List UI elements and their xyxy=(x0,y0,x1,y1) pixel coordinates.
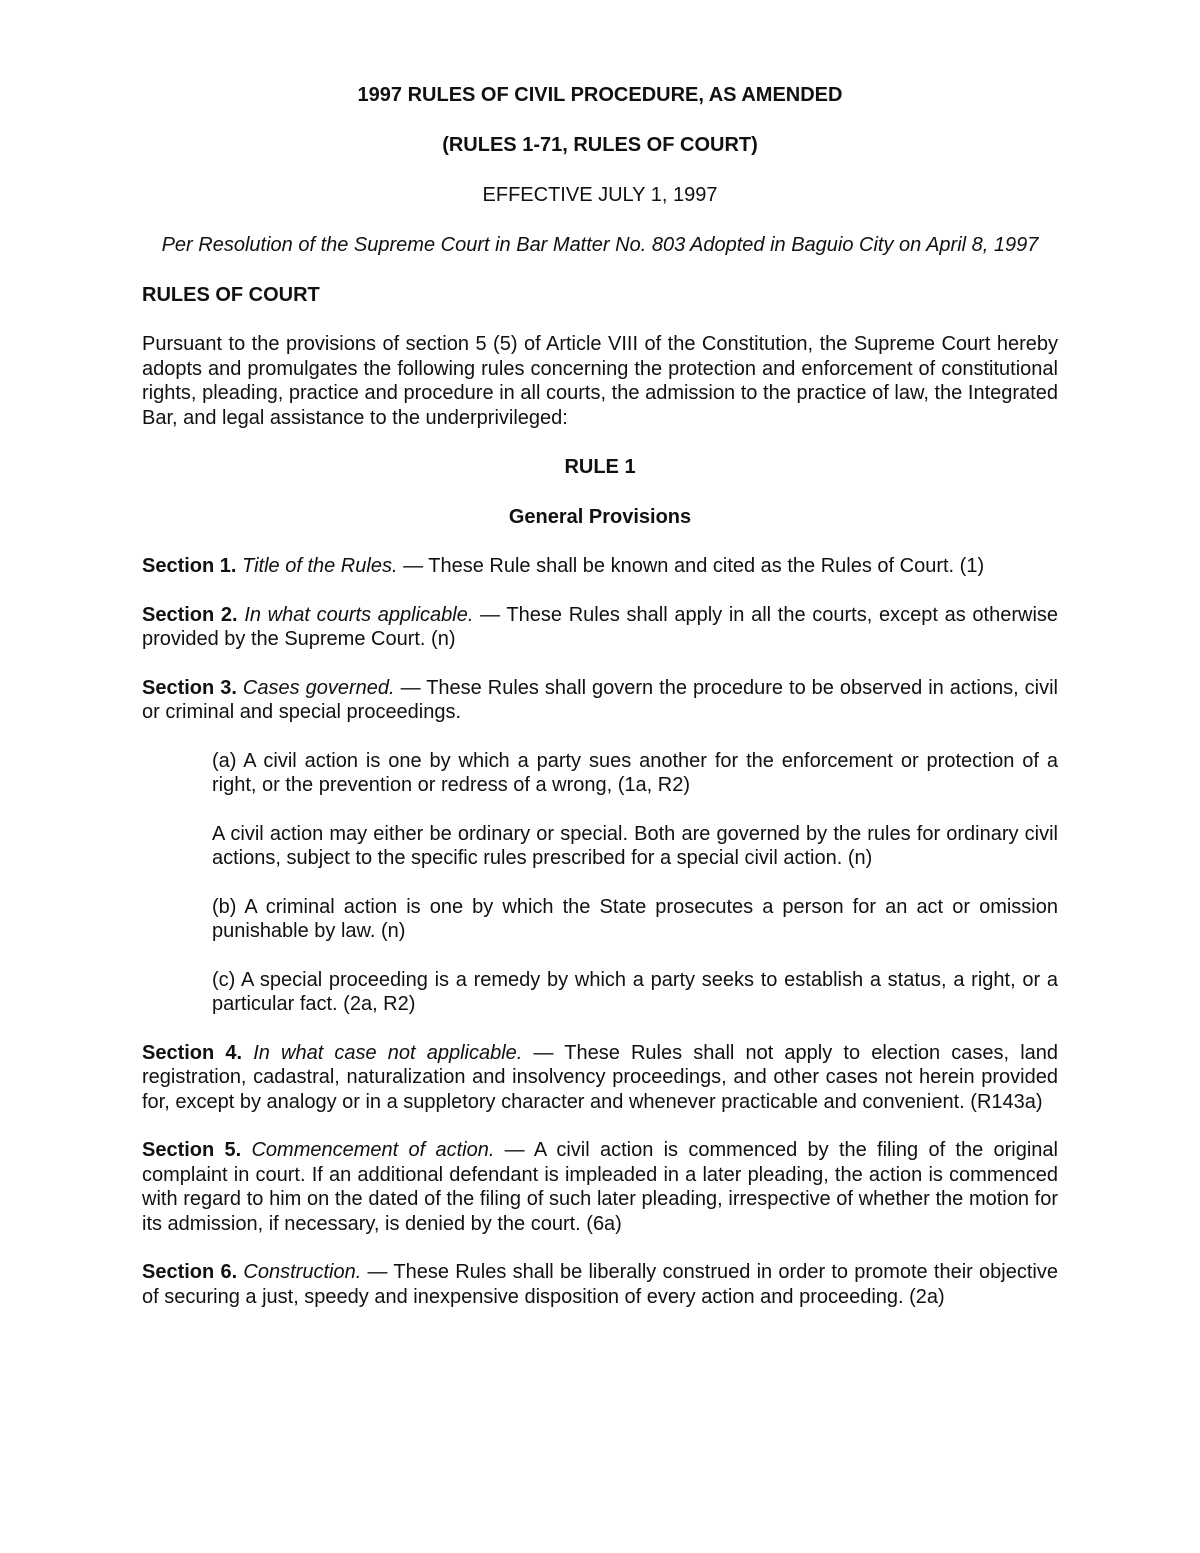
section-2 xyxy=(142,603,1058,652)
section-3-text: — These Rules shall govern the procedure to be observed in actions, civil or criminal and special proceedings. xyxy=(142,676,1058,723)
rule-subheading: General Provisions xyxy=(508,506,692,528)
section-5-text: — A civil action is commenced by the filing of the original complaint in court. If an additional defendant is impleaded in a later pleading, the action is commenced with regard to him on the dated of the filing of such later pleading, irrespective of whether the motion for its admission, if necessary, is denied by the court. (6a) xyxy=(142,1139,1058,1235)
effective-date: EFFECTIVE JULY 1, 1997 xyxy=(482,184,718,206)
section-3-item-a-continued: A civil action may either be ordinary or special. Both are governed by the rules for ordinary civil actions, subject to the specific rules prescribed for a special civil action. (n) xyxy=(212,822,1058,869)
section-3-item-b: (b) A criminal action is one by which the State prosecutes a person for an act or omission punishable by law. (n) xyxy=(212,895,1058,942)
section-3-item-c: (c) A special proceeding is a remedy by which a party seeks to establish a status, a right, or a particular fact. (2a, R2) xyxy=(212,968,1058,1015)
resolution-line: Per Resolution of the Supreme Court in Bar Matter No. 803 Adopted in Baguio City on April 8, 1997 xyxy=(161,234,1039,256)
preamble-paragraph: Pursuant to the provisions of section 5 (5) of Article VIII of the Constitution, the Supreme Court hereby adopts and promulgates the following rules concerning the protection and enforcement of constitutional rights, pleading, practice and procedure in all courts, the admission to the practice of law, the Integrated Bar, and legal assistance to the underprivileged: xyxy=(142,333,1058,429)
rule-heading: RULE 1 xyxy=(564,456,636,478)
section-6-title: Construction. xyxy=(243,1261,362,1283)
document-title: 1997 RULES OF CIVIL PROCEDURE, AS AMENDED xyxy=(357,84,843,106)
section-2-title: In what courts applicable. xyxy=(244,603,474,626)
section-5 xyxy=(142,1138,1058,1236)
section-4-title: In what case not applicable. xyxy=(253,1041,523,1064)
section-3-title: Cases governed. xyxy=(242,676,395,699)
section-1-text: — These Rule shall be known and cited as the Rules of Court. (1) xyxy=(403,555,985,577)
section-4-text: — These Rules shall not apply to election cases, land registration, cadastral, naturalization and insolvency proceedings, and other cases not herein provided for, except by analogy or in a suppletory character and whenever practicable and convenient. (R143a) xyxy=(142,1041,1059,1113)
rules-of-court-heading: RULES OF COURT xyxy=(142,284,320,306)
section-6 xyxy=(142,1260,1058,1309)
section-6-label: Section 6. xyxy=(142,1261,238,1283)
section-2-label: Section 2. xyxy=(142,603,238,626)
section-3-label: Section 3. xyxy=(142,676,237,699)
section-5-label: Section 5. xyxy=(142,1139,242,1161)
document-subtitle: (RULES 1-71, RULES OF COURT) xyxy=(442,134,758,156)
section-3-item-a: (a) A civil action is one by which a party sues another for the enforcement or protection of a right, or the prevention or redress of a wrong, (1a, R2) xyxy=(212,749,1058,796)
section-6-text: — These Rules shall be liberally construed in order to promote their objective of securing a just, speedy and inexpensive disposition of every action and proceeding. (2a) xyxy=(142,1261,1058,1308)
section-4 xyxy=(142,1041,1058,1115)
section-1-label: Section 1. xyxy=(142,555,237,577)
section-4-label: Section 4. xyxy=(142,1041,243,1064)
document-page xyxy=(142,82,1058,1309)
section-2-text: — These Rules shall apply in all the courts, except as otherwise provided by the Supreme Court. (n) xyxy=(142,603,1059,650)
section-3 xyxy=(142,676,1058,725)
section-1 xyxy=(142,554,1058,579)
section-1-title: Title of the Rules. xyxy=(242,555,398,577)
section-5-title: Commencement of action. xyxy=(251,1139,495,1161)
